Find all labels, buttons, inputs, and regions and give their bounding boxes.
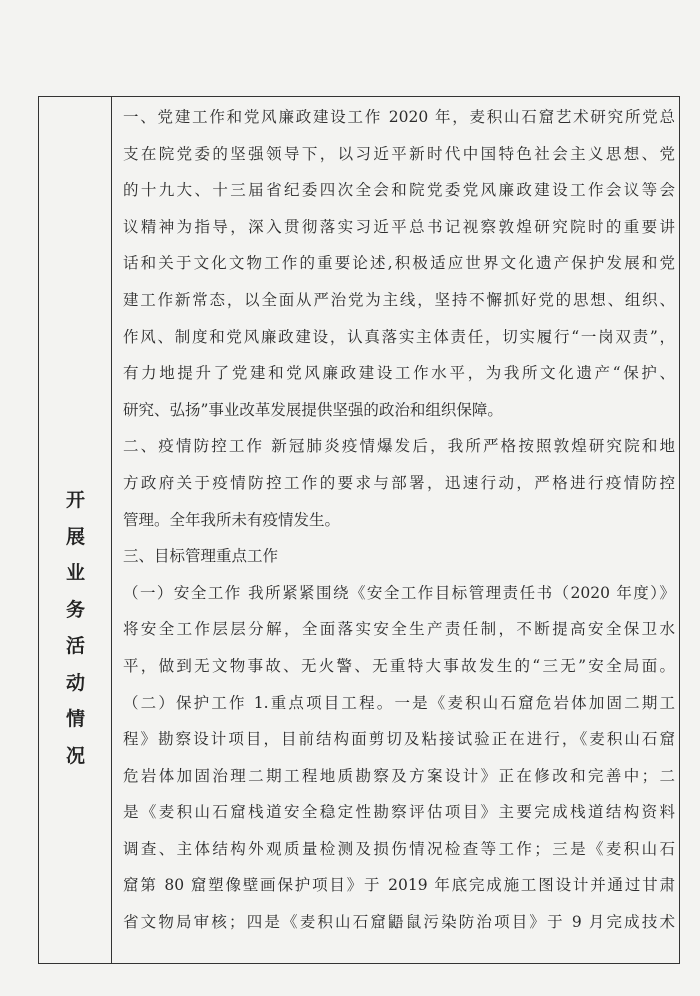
text-line: 三、目标管理重点工作 — [123, 547, 279, 566]
label-char: 活 — [65, 635, 85, 657]
text-line: （二）保护工作 1.重点项目工程。一是《麦积山石窟危岩体加固二期工 — [123, 693, 675, 712]
label-char: 况 — [65, 744, 85, 767]
label-char: 业 — [65, 562, 85, 584]
text-line: 一、党建工作和党风廉政建设工作 2020 年，麦积山石窟艺术研究所党总 — [123, 108, 675, 126]
label-char: 动 — [65, 671, 85, 694]
text-line: 窟第 80 窟塑像壁画保护项目》于 2019 年底完成施工图设计并通过甘肃 — [123, 876, 675, 895]
label-char: 务 — [65, 598, 85, 621]
form-table — [38, 96, 680, 964]
text-line: 有力地提升了党建和党风廉政建设工作水平，为我所文化遗产“保护、 — [123, 364, 675, 383]
text-line: （一）安全工作 我所紧紧围绕《安全工作目标管理责任书（2020 年度）》 — [123, 583, 675, 602]
text-line: 危岩体加固治理二期工程地质勘察及方案设计》正在修改和完善中；二 — [123, 766, 675, 785]
row-label — [39, 482, 112, 774]
label-char: 展 — [65, 525, 85, 548]
text-line: 话和关于文化文物工作的重要论述,积极适应世界文化遗产保护发展和党 — [123, 254, 675, 273]
text-line: 调查、主体结构外观质量检测及损伤情况检查等工作；三是《麦积山石 — [123, 839, 675, 858]
text-line: 程》勘察设计项目，目前结构面剪切及粘接试验正在进行，《麦积山石窟 — [123, 730, 675, 749]
label-char: 开 — [65, 489, 85, 511]
text-line: 平，做到无文物事故、无火警、无重特大事故发生的“三无”安全局面。 — [123, 656, 675, 675]
label-column — [39, 97, 112, 963]
text-line: 方政府关于疫情防控工作的要求与部署，迅速行动，严格进行疫情防控 — [123, 473, 675, 492]
text-line: 管理。全年我所未有疫情发生。 — [123, 510, 341, 529]
text-line: 议精神为指导，深入贯彻落实习近平总书记视察敦煌研究院时的重要讲 — [123, 217, 675, 236]
text-line: 将安全工作层层分解，全面落实安全生产责任制，不断提高安全保卫水 — [123, 620, 675, 639]
text-line: 二、疫情防控工作 新冠肺炎疫情爆发后，我所严格按照敦煌研究院和地 — [123, 437, 675, 456]
text-line: 的十九大、十三届省纪委四次全会和院党委党风廉政建设工作会议等会 — [123, 181, 675, 200]
label-char: 情 — [65, 708, 85, 730]
text-line: 研究、弘扬”事业改革发展提供坚强的政治和组织保障。 — [123, 400, 503, 419]
content-column — [123, 99, 675, 941]
text-line: 建工作新常态，以全面从严治党为主线，坚持不懈抓好党的思想、组织、 — [123, 290, 675, 309]
text-line: 省文物局审核；四是《麦积山石窟鼯鼠污染防治项目》于 9 月完成技术 — [123, 913, 675, 932]
text-line: 支在院党委的坚强领导下，以习近平新时代中国特色社会主义思想、党 — [123, 144, 675, 163]
text-line: 是《麦积山石窟栈道安全稳定性勘察评估项目》主要完成栈道结构资料 — [123, 803, 675, 822]
text-line: 作风、制度和党风廉政建设，认真落实主体责任，切实履行“一岗双责”， — [123, 327, 675, 346]
